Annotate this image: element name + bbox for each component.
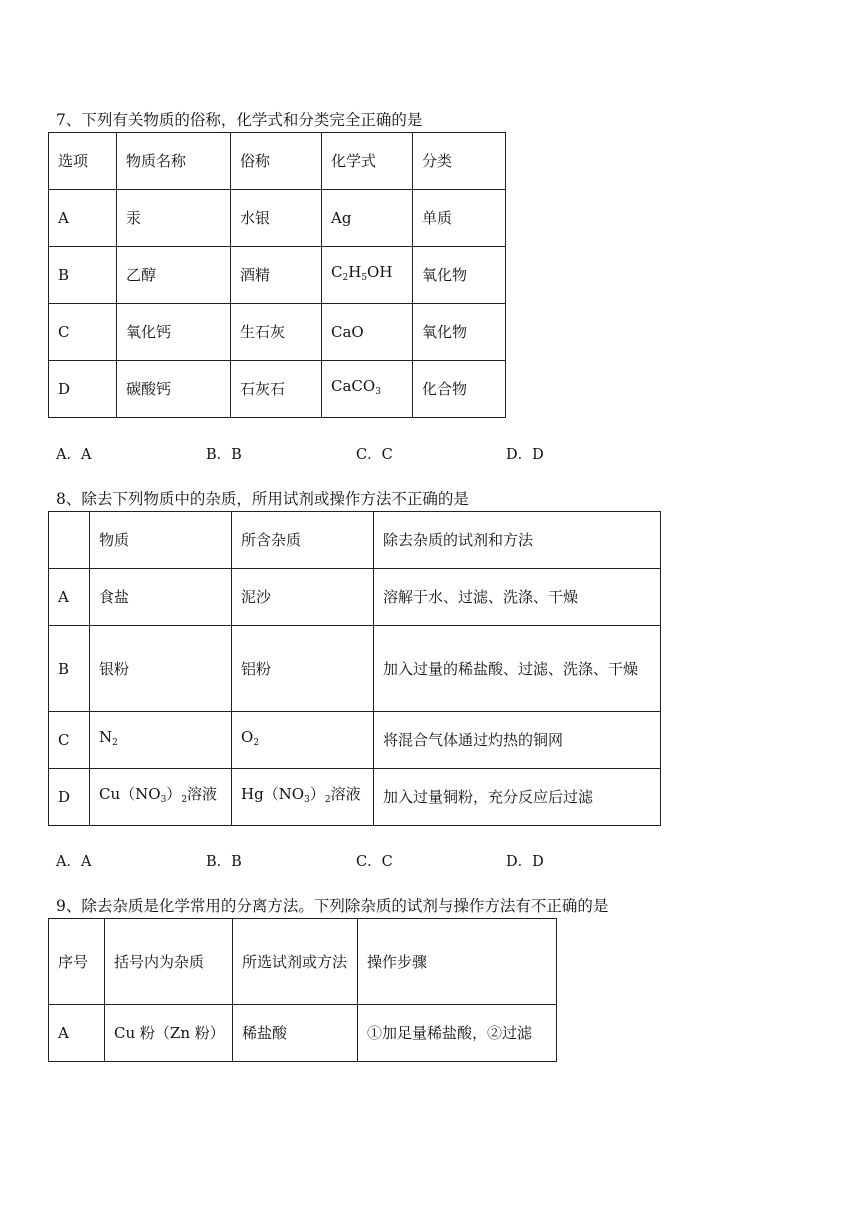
table-cell: B: [49, 626, 90, 712]
table-cell: $C_2H_5OH$: [322, 247, 413, 304]
table-row: [49, 712, 661, 769]
option-b[interactable]: B．B: [206, 854, 242, 870]
table-cell: $Cu(NO_3)_2$溶液: [90, 769, 232, 826]
table-cell: CaO: [322, 304, 413, 361]
table-cell: A: [49, 569, 90, 626]
table-row: [49, 247, 506, 304]
table-row: [49, 569, 661, 626]
table-cell: $Hg(NO_3)_2$溶液: [232, 769, 374, 826]
table-row: [49, 1005, 557, 1062]
table-cell: 加入过量的稀盐酸、过滤、洗涤、干燥: [374, 626, 661, 712]
table-cell: 铝粉: [232, 626, 374, 712]
table-row: [49, 769, 661, 826]
question-8-table: [48, 511, 661, 826]
table-row: [49, 190, 506, 247]
table-cell: 单质: [413, 190, 506, 247]
question-8-options: [56, 850, 656, 871]
question-8-title: 8、除去下列物质中的杂质，所用试剂或操作方法不正确的是: [56, 490, 469, 508]
table-cell: 将混合气体通过灼热的铜网: [374, 712, 661, 769]
header-cell: 所选试剂或方法: [233, 919, 358, 1005]
table-cell: 泥沙: [232, 569, 374, 626]
table-cell: Ag: [322, 190, 413, 247]
table-cell: 乙醇: [117, 247, 231, 304]
table-cell: 食盐: [90, 569, 232, 626]
table-cell: ①加足量稀盐酸，②过滤: [358, 1005, 557, 1062]
table-cell: 稀盐酸: [233, 1005, 358, 1062]
header-cell: 所含杂质: [232, 512, 374, 569]
header-cell: 分类: [413, 133, 506, 190]
table-cell: 生石灰: [231, 304, 322, 361]
table-header-row: [49, 919, 557, 1005]
question-9-title: 9、除去杂质是化学常用的分离方法。下列除杂质的试剂与操作方法有不正确的是: [56, 897, 609, 915]
header-cell: [49, 512, 90, 569]
header-cell: 化学式: [322, 133, 413, 190]
table-cell: 氧化钙: [117, 304, 231, 361]
question-7-options: [56, 443, 656, 464]
table-row: [49, 626, 661, 712]
option-a[interactable]: A．A: [56, 854, 92, 870]
header-cell: 序号: [49, 919, 105, 1005]
header-cell: 物质: [90, 512, 232, 569]
question-7-title: 7、下列有关物质的俗称，化学式和分类完全正确的是: [56, 111, 423, 129]
table-cell: 碳酸钙: [117, 361, 231, 418]
question-7-table: [48, 132, 506, 418]
table-cell: 汞: [117, 190, 231, 247]
table-cell: $O_2$: [232, 712, 374, 769]
header-cell: 俗称: [231, 133, 322, 190]
table-row: [49, 304, 506, 361]
option-c[interactable]: C．C: [356, 447, 393, 463]
table-cell: A: [49, 1005, 105, 1062]
table-cell: 化合物: [413, 361, 506, 418]
table-cell: B: [49, 247, 117, 304]
table-cell: CaCO$_3$: [322, 361, 413, 418]
header-cell: 除去杂质的试剂和方法: [374, 512, 661, 569]
table-cell: D: [49, 769, 90, 826]
header-cell: 选项: [49, 133, 117, 190]
table-cell: 溶解于水、过滤、洗涤、干燥: [374, 569, 661, 626]
table-cell: 加入过量铜粉，充分反应后过滤: [374, 769, 661, 826]
table-cell: 银粉: [90, 626, 232, 712]
table-cell: A: [49, 190, 117, 247]
table-cell: 酒精: [231, 247, 322, 304]
table-cell: 氧化物: [413, 247, 506, 304]
table-header-row: [49, 512, 661, 569]
header-cell: 括号内为杂质: [105, 919, 233, 1005]
table-cell: $N_2$: [90, 712, 232, 769]
table-cell: 石灰石: [231, 361, 322, 418]
table-cell: C: [49, 304, 117, 361]
option-d[interactable]: D．D: [506, 854, 544, 870]
header-cell: 操作步骤: [358, 919, 557, 1005]
table-header-row: [49, 133, 506, 190]
header-cell: 物质名称: [117, 133, 231, 190]
table-row: [49, 361, 506, 418]
option-c[interactable]: C．C: [356, 854, 393, 870]
table-cell: C: [49, 712, 90, 769]
question-9-table: [48, 918, 557, 1062]
option-d[interactable]: D．D: [506, 447, 544, 463]
option-b[interactable]: B．B: [206, 447, 242, 463]
table-cell: Cu 粉（Zn 粉）: [105, 1005, 233, 1062]
table-cell: 氧化物: [413, 304, 506, 361]
table-cell: D: [49, 361, 117, 418]
option-a[interactable]: A．A: [56, 447, 92, 463]
table-cell: 水银: [231, 190, 322, 247]
